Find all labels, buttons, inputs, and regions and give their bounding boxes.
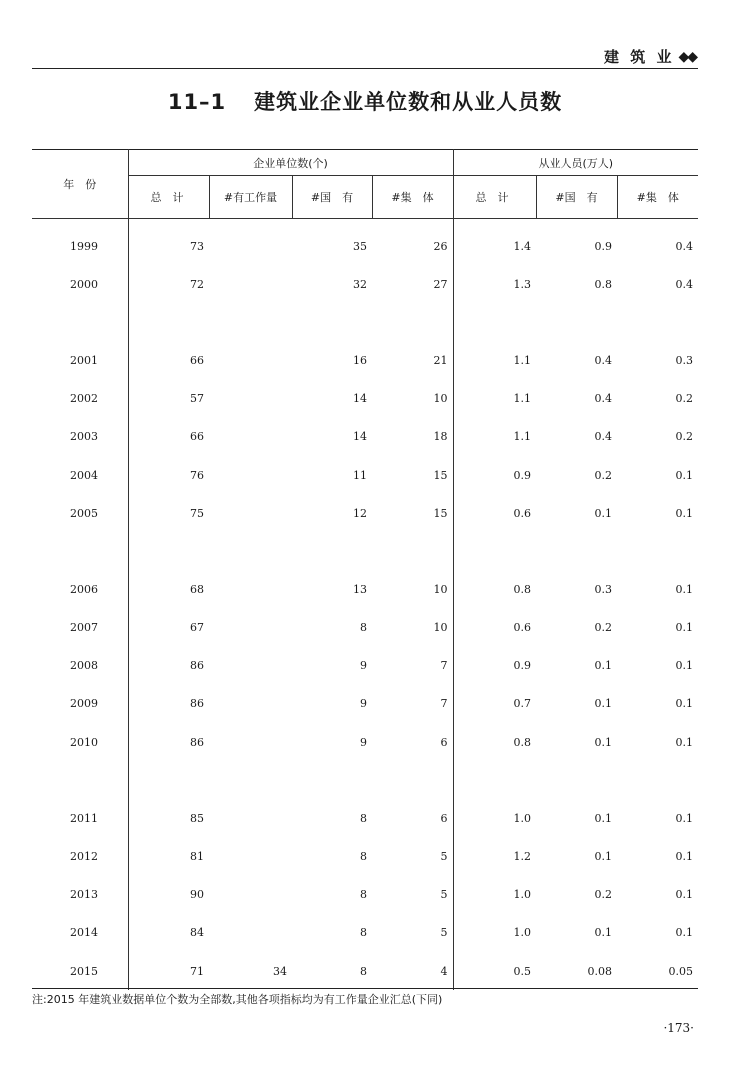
spacer-row: [32, 532, 698, 570]
units-total-cell: 85: [128, 799, 209, 837]
units-collective-cell: 26: [433, 239, 448, 253]
table-row: [32, 494, 698, 532]
staff-collective-cell: 0.1: [675, 621, 694, 635]
units-state-cell: 8: [360, 850, 367, 864]
staff-state-header: #国 有: [536, 176, 617, 219]
units-working-cell: [209, 876, 292, 914]
staff-total-header: 总 计: [453, 176, 536, 219]
units-total-cell: 71: [128, 952, 209, 990]
table-row: [32, 265, 698, 303]
units-collective-cell: 10: [433, 582, 448, 596]
table-number: 11–1: [167, 90, 227, 114]
staff-collective-cell: 0.3: [675, 353, 694, 367]
table-row: [32, 609, 698, 647]
staff-state-cell: 0.1: [594, 506, 613, 520]
staff-state-cell: 0.1: [594, 659, 613, 673]
page-number: ·173·: [663, 1021, 694, 1035]
staff-state-cell: 0.4: [594, 392, 613, 406]
units-total-cell: 76: [128, 456, 209, 494]
spacer-cell: [536, 303, 617, 341]
table-row: [32, 914, 698, 952]
table-row: [32, 341, 698, 379]
spacer-cell: [128, 532, 209, 570]
table-row: [32, 380, 698, 418]
units-total-cell: 84: [128, 914, 209, 952]
year-cell: 2007: [70, 621, 98, 635]
units-working-cell: [209, 341, 292, 379]
spacer-row: [32, 303, 698, 341]
spacer-cell: [32, 303, 128, 341]
staff-total-cell: 0.9: [453, 456, 536, 494]
staff-total-cell: 0.7: [453, 685, 536, 723]
units-total-cell: 67: [128, 609, 209, 647]
table-row: [32, 456, 698, 494]
units-working-cell: [209, 914, 292, 952]
staff-state-cell: 0.2: [594, 621, 613, 635]
spacer-cell: [128, 761, 209, 799]
year-cell: 2003: [70, 430, 98, 444]
staff-collective-header: #集 体: [617, 176, 698, 219]
staff-total-cell: 1.0: [453, 799, 536, 837]
spacer-row: [32, 761, 698, 799]
units-working-cell: [209, 570, 292, 608]
table-header: [32, 150, 698, 219]
staff-total-cell: 1.4: [453, 219, 536, 266]
units-working-cell: [209, 418, 292, 456]
units-working-cell: [209, 609, 292, 647]
units-state-cell: 9: [360, 735, 367, 749]
units-state-cell: 14: [353, 430, 367, 444]
units-collective-cell: 6: [440, 735, 448, 749]
units-working-cell: [209, 723, 292, 761]
year-cell: 2014: [70, 926, 98, 940]
table-row: [32, 876, 698, 914]
staff-state-cell: 0.1: [594, 811, 613, 825]
staff-state-cell: 0.4: [594, 353, 613, 367]
year-cell: 2005: [70, 506, 98, 520]
table-row: [32, 219, 698, 266]
units-total-cell: 73: [128, 219, 209, 266]
staff-total-cell: 0.8: [453, 723, 536, 761]
table-row: [32, 952, 698, 990]
year-column-header: 年 份: [63, 178, 97, 191]
units-group-header: 企业单位数(个): [128, 150, 453, 176]
units-total-header: 总 计: [128, 176, 209, 219]
staff-state-cell: 0.3: [594, 582, 613, 596]
year-cell: 2001: [70, 353, 98, 367]
staff-state-cell: 0.2: [594, 888, 613, 902]
staff-collective-cell: 0.4: [675, 277, 694, 291]
staff-total-cell: 0.5: [453, 952, 536, 990]
year-cell: 2002: [70, 392, 98, 406]
spacer-cell: [292, 761, 372, 799]
staff-group-header: 从业人员(万人): [453, 150, 698, 176]
table-row: [32, 418, 698, 456]
units-collective-cell: 15: [433, 468, 448, 482]
spacer-cell: [372, 303, 453, 341]
units-state-cell: 8: [360, 811, 367, 825]
units-collective-cell: 4: [440, 964, 448, 978]
staff-state-cell: 0.8: [594, 277, 613, 291]
staff-state-cell: 0.1: [594, 735, 613, 749]
staff-total-cell: 1.3: [453, 265, 536, 303]
units-state-cell: 8: [360, 964, 367, 978]
units-state-header: #国 有: [292, 176, 372, 219]
staff-state-cell: 0.4: [594, 430, 613, 444]
spacer-cell: [617, 303, 698, 341]
table-title: 建筑业企业单位数和从业人员数: [254, 90, 563, 114]
staff-collective-cell: 0.1: [675, 582, 694, 596]
staff-collective-cell: 0.4: [675, 239, 694, 253]
year-cell: 2015: [70, 964, 98, 978]
units-collective-cell: 10: [433, 392, 448, 406]
units-working-cell: [209, 380, 292, 418]
units-collective-cell: 15: [433, 506, 448, 520]
year-cell: 2000: [70, 277, 98, 291]
spacer-cell: [209, 761, 292, 799]
spacer-cell: [617, 761, 698, 799]
running-header: [604, 46, 696, 67]
units-state-cell: 35: [353, 239, 367, 253]
units-state-cell: 14: [353, 392, 367, 406]
spacer-cell: [32, 532, 128, 570]
year-cell: 2010: [70, 735, 98, 749]
units-total-cell: 86: [128, 723, 209, 761]
units-collective-cell: 5: [440, 888, 448, 902]
units-collective-cell: 5: [440, 926, 448, 940]
staff-total-cell: 1.1: [453, 418, 536, 456]
units-total-cell: 90: [128, 876, 209, 914]
units-working-cell: 34: [273, 964, 287, 978]
staff-collective-cell: 0.1: [675, 888, 694, 902]
units-collective-cell: 10: [433, 621, 448, 635]
units-collective-cell: 5: [440, 850, 448, 864]
units-collective-header: #集 体: [372, 176, 453, 219]
units-collective-cell: 18: [433, 430, 448, 444]
diamond-icon: ◆◆: [678, 48, 696, 65]
units-total-cell: 75: [128, 494, 209, 532]
table-row: [32, 685, 698, 723]
units-state-cell: 13: [353, 582, 367, 596]
spacer-cell: [617, 532, 698, 570]
data-table: [32, 149, 698, 990]
staff-total-cell: 1.0: [453, 914, 536, 952]
units-total-cell: 68: [128, 570, 209, 608]
staff-collective-cell: 0.1: [675, 697, 694, 711]
running-header-section: 建 筑 业: [604, 48, 675, 66]
units-total-cell: 66: [128, 418, 209, 456]
units-state-cell: 12: [353, 506, 367, 520]
year-cell: 2008: [70, 659, 98, 673]
units-working-cell: [209, 494, 292, 532]
year-cell: 2013: [70, 888, 98, 902]
staff-total-cell: 0.6: [453, 494, 536, 532]
units-working-cell: [209, 219, 292, 266]
staff-collective-cell: 0.1: [675, 850, 694, 864]
units-working-header: #有工作量: [209, 176, 292, 219]
spacer-cell: [372, 532, 453, 570]
table-row: [32, 799, 698, 837]
units-total-cell: 72: [128, 265, 209, 303]
spacer-cell: [209, 532, 292, 570]
year-cell: 2011: [70, 811, 98, 825]
table-row: [32, 570, 698, 608]
year-cell: 2004: [70, 468, 98, 482]
staff-state-cell: 0.1: [594, 850, 613, 864]
table-row: [32, 647, 698, 685]
header-rule: [32, 68, 698, 69]
spacer-cell: [209, 303, 292, 341]
units-state-cell: 8: [360, 926, 367, 940]
units-total-cell: 86: [128, 647, 209, 685]
units-working-cell: [209, 647, 292, 685]
spacer-cell: [536, 532, 617, 570]
units-collective-cell: 27: [433, 277, 448, 291]
spacer-cell: [32, 761, 128, 799]
staff-collective-cell: 0.1: [675, 926, 694, 940]
staff-collective-cell: 0.1: [675, 506, 694, 520]
units-working-cell: [209, 837, 292, 875]
units-state-cell: 11: [353, 468, 367, 482]
table-body: [32, 219, 698, 991]
units-working-cell: [209, 685, 292, 723]
units-collective-cell: 6: [440, 811, 448, 825]
staff-collective-cell: 0.1: [675, 468, 694, 482]
staff-collective-cell: 0.2: [675, 430, 694, 444]
staff-collective-cell: 0.1: [675, 811, 694, 825]
staff-total-cell: 1.1: [453, 380, 536, 418]
units-total-cell: 66: [128, 341, 209, 379]
staff-total-cell: 0.6: [453, 609, 536, 647]
spacer-cell: [453, 532, 536, 570]
table-row: [32, 837, 698, 875]
spacer-cell: [536, 761, 617, 799]
staff-state-cell: 0.1: [594, 926, 613, 940]
spacer-cell: [292, 303, 372, 341]
units-collective-cell: 7: [440, 659, 448, 673]
footnote: 注:2015 年建筑业数据单位个数为全部数,其他各项指标均为有工作量企业汇总(下同): [32, 988, 698, 1007]
staff-state-cell: 0.08: [587, 964, 613, 978]
year-cell: 1999: [70, 239, 98, 253]
staff-collective-cell: 0.05: [668, 964, 694, 978]
spacer-cell: [372, 761, 453, 799]
staff-state-cell: 0.2: [594, 468, 613, 482]
units-collective-cell: 7: [440, 697, 448, 711]
staff-total-cell: 0.8: [453, 570, 536, 608]
staff-collective-cell: 0.1: [675, 735, 694, 749]
units-working-cell: [209, 799, 292, 837]
units-state-cell: 16: [353, 353, 367, 367]
units-state-cell: 8: [360, 621, 367, 635]
units-state-cell: 9: [360, 697, 367, 711]
page-title: [0, 86, 730, 116]
staff-state-cell: 0.1: [594, 697, 613, 711]
units-total-cell: 86: [128, 685, 209, 723]
year-cell: 2009: [70, 697, 98, 711]
spacer-cell: [453, 761, 536, 799]
units-total-cell: 81: [128, 837, 209, 875]
units-state-cell: 32: [353, 277, 367, 291]
staff-total-cell: 0.9: [453, 647, 536, 685]
staff-collective-cell: 0.2: [675, 392, 694, 406]
units-state-cell: 9: [360, 659, 367, 673]
units-working-cell: [209, 265, 292, 303]
spacer-cell: [292, 532, 372, 570]
staff-total-cell: 1.0: [453, 876, 536, 914]
staff-state-cell: 0.9: [594, 239, 613, 253]
year-cell: 2006: [70, 582, 98, 596]
staff-collective-cell: 0.1: [675, 659, 694, 673]
units-working-cell: [209, 456, 292, 494]
staff-total-cell: 1.2: [453, 837, 536, 875]
table-row: [32, 723, 698, 761]
units-total-cell: 57: [128, 380, 209, 418]
spacer-cell: [128, 303, 209, 341]
year-cell: 2012: [70, 850, 98, 864]
spacer-cell: [453, 303, 536, 341]
staff-total-cell: 1.1: [453, 341, 536, 379]
units-collective-cell: 21: [433, 353, 448, 367]
units-state-cell: 8: [360, 888, 367, 902]
